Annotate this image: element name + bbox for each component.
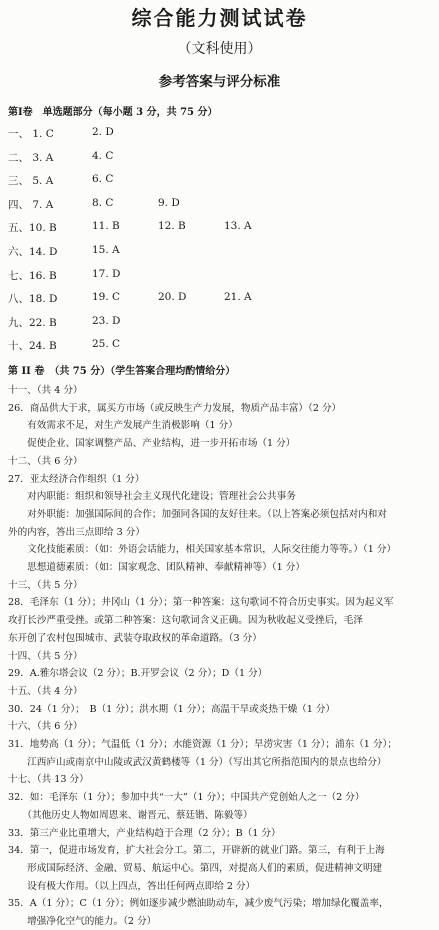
answer-cell: 五、10. B	[8, 222, 57, 235]
answer-cell: 2. D	[92, 126, 114, 138]
subsection-heading: 十二、（共 6 分）	[8, 455, 83, 467]
answer-cell: 19. C	[92, 291, 121, 304]
answer-cell: 23. D	[92, 314, 121, 327]
answer-cell: 6. C	[92, 173, 114, 186]
answer-cell: 21. A	[224, 291, 252, 304]
answer-line: 30．24（1 分）； B（1 分）；洪水期（1 分）；高温干旱或炎热干燥（1 分）	[8, 703, 336, 715]
subsection-heading: 十一、（共 4 分）	[8, 385, 83, 396]
answer-line: 34．第一，促进市场发育，扩大社会分工。第二，开辟新的就业门路。第三，有利于上海	[8, 845, 385, 857]
answer-cell: 8. C	[92, 196, 114, 209]
section2-heading: 第 II 卷 （共 75 分）（学生答案合理均酌情给分）	[8, 366, 236, 377]
answer-line: 28．毛泽东（1 分）；井冈山（1 分）；第一种答案：这句歌词不符合历史事实。因为起义军	[8, 597, 394, 609]
answer-cell: 25. C	[92, 338, 121, 351]
subsection-heading: 十六、（共 6 分）	[8, 721, 83, 733]
answer-line: 31．地势高（1 分）；气温低（1 分）；水能资源（1 分）；旱涝灾害（1 分）；浦东（1 分）；	[8, 739, 397, 750]
answer-cell: 一、 1. C	[8, 128, 54, 140]
subsection-heading: 十三、（共 5 分）	[8, 579, 83, 591]
answer-line: 文化技能素质：（如：外语会话能力，相关国家基本常识，人际交往能力等等。）（1 分）	[8, 544, 397, 556]
subsection-heading: 十四、（共 5 分）	[8, 650, 83, 662]
page-subtitle: （文科使用）	[177, 41, 262, 57]
answer-line: 有效需求不足，对生产发展产生消极影响（1 分）	[8, 420, 238, 432]
answer-cell: 15. A	[92, 244, 120, 256]
answer-line: 27．亚太经济合作组织（1 分）	[8, 473, 145, 485]
answer-line: 形成国际经济、金融、贸易、航运中心。第四，对提高人们的素质，促进精神文明建	[8, 862, 383, 874]
answer-cell: 四、 7. A	[8, 198, 54, 211]
answer-cell: 三、 5. A	[8, 175, 54, 188]
answer-line: 32．如：毛泽东（1 分）；参加中共“一大”（1 分）；中国共产党创始人之一（2 分）	[8, 792, 365, 804]
page-title: 综合能力测试试卷	[131, 6, 308, 30]
answer-line: 对外职能：加强国际间的合作；加强同各国的友好往来。（以上答案必须包括对内和对	[8, 508, 387, 520]
answer-cell: 9. D	[158, 196, 180, 209]
answer-cell: 12. B	[158, 220, 186, 233]
answer-line: 外的内容，答出三点即给 3 分）	[8, 526, 145, 538]
answer-cell: 七、16. B	[8, 269, 57, 282]
answer-cell: 十、24. B	[8, 340, 57, 353]
answer-line: 攻打长沙严重受挫。或第二种答案：这句歌词含义正确。因为秋收起义受挫后，毛泽	[8, 615, 363, 627]
answer-cell: 八、18. D	[8, 293, 58, 306]
answer-line: 增强净化空气的能力。（2 分）	[8, 916, 157, 927]
answer-line: 对内职能：组织和领导社会主义现代化建设；管理社会公共事务	[8, 491, 296, 503]
answer-line: 35．A（1 分）；C（1 分）；例如逐步减少燃油助动车，减少废气污染；增加绿化覆盖率，	[8, 898, 389, 910]
answer-header: 参考答案与评分标准	[158, 74, 281, 90]
answer-line: 思想道德素质：（如：国家观念、团队精神、奉献精神等）（1 分）	[8, 562, 305, 573]
answer-cell: 13. A	[224, 220, 252, 233]
answer-line: 29．A.雅尔塔会议（2 分）；B.开罗会议（2 分）；D（1 分）	[8, 668, 268, 680]
answer-cell: 九、22. B	[8, 316, 57, 329]
answer-line: 26．商品供大于求，属买方市场（或反映生产力发展，物质产品丰富）（2 分）	[8, 402, 342, 414]
answer-cell: 六、14. D	[8, 246, 58, 258]
answer-cell: 4. C	[92, 149, 114, 162]
answer-line: （其他历史人物如周恩来、谢晋元、蔡廷锴、陈毅等）	[8, 809, 253, 821]
answer-cell: 20. D	[158, 291, 187, 304]
answer-line: 33．第三产业比重增大，产业结构趋于合理（2 分）；B（1 分）	[8, 827, 281, 839]
answer-cell: 11. B	[92, 220, 120, 233]
answer-line: 东开创了农村包围城市、武装夺取政权的革命道路。（3 分）	[8, 632, 262, 644]
answer-line: 促使企业、国家调整产品、产业结构，进一步开拓市场（1 分）	[8, 438, 296, 450]
answer-cell: 二、 3. A	[8, 151, 54, 164]
subsection-heading: 十七、（共 13 分）	[8, 774, 89, 786]
answer-line: 设有极大作用。（以上四点，答出任何两点即给 2 分）	[8, 880, 256, 892]
section1-heading: 第Ⅰ卷 单选题部分（每小题 3 分，共 75 分）	[8, 107, 218, 118]
answer-line: 江西庐山或南京中山陵或武汉黄鹤楼等（1 分）（写出其它所指范围内的景点也给分）	[8, 756, 387, 768]
subsection-heading: 十五、（共 4 分）	[8, 685, 83, 697]
answer-cell: 17. D	[92, 267, 121, 280]
